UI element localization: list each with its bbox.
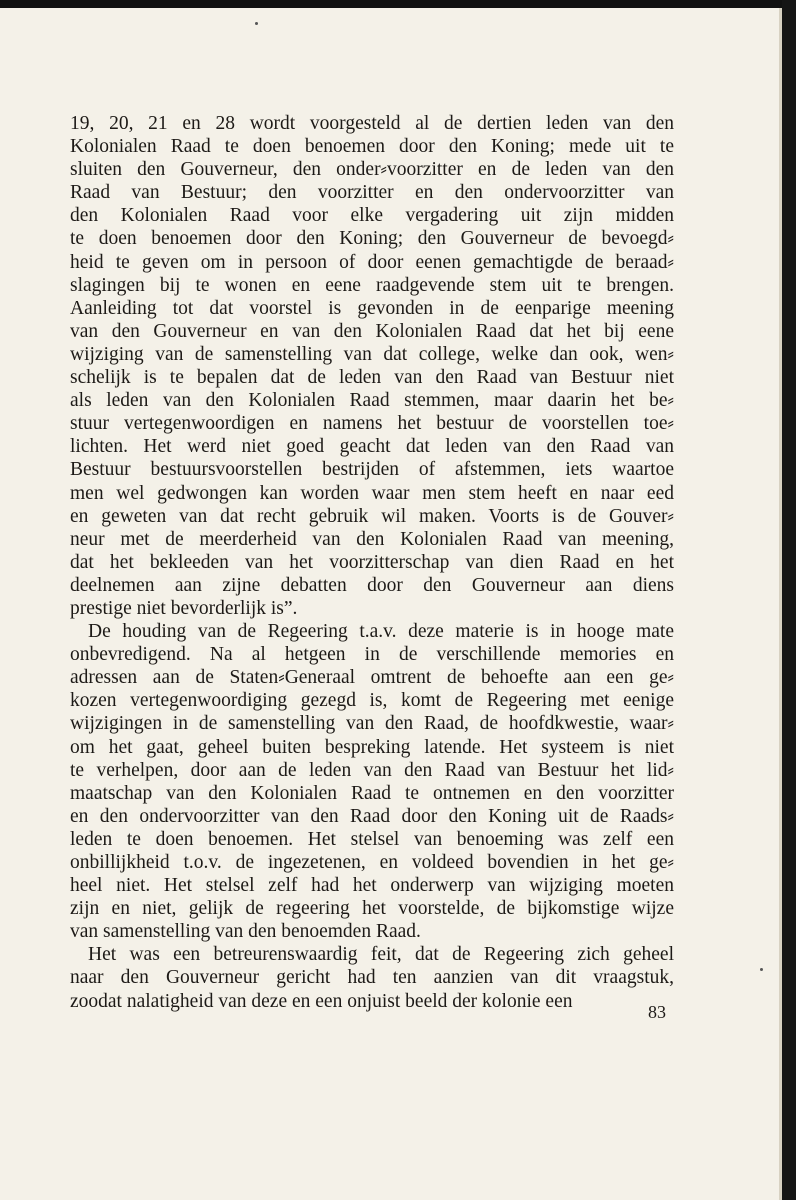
text-line: Bestuur bestuursvoorstellen bestrijden of afstemmen, iets waartoe xyxy=(70,459,674,481)
text-line: wijzigingen in de samenstelling van den Raad, de hoofdkwestie, waar⸗ xyxy=(70,713,674,735)
text-line: stuur vertegenwoordigen en namens het bestuur de voorstellen toe⸗ xyxy=(70,413,674,435)
text-line: heel niet. Het stelsel zelf had het onderwerp van wijziging moeten xyxy=(70,875,674,897)
page-body xyxy=(70,112,674,1013)
scan-right-border xyxy=(782,0,796,1200)
text-line: kozen vertegenwoordiging gezegd is, komt de Regeering met eenige xyxy=(70,690,674,712)
paragraph xyxy=(70,620,674,943)
text-line: wijziging van de samenstelling van dat college, welke dan ook, wen⸗ xyxy=(70,343,674,365)
text-line: als leden van den Kolonialen Raad stemmen, maar daarin het be⸗ xyxy=(70,390,674,412)
scan-top-border xyxy=(0,0,796,8)
text-line: zoodat nalatigheid van deze en een onjuist beeld der kolonie een xyxy=(70,990,573,1012)
text-line: den Kolonialen Raad voor elke vergadering uit zijn midden xyxy=(70,205,674,227)
text-line: en geweten van dat recht gebruik wil maken. Voorts is de Gouver⸗ xyxy=(70,505,674,527)
text-line: deelnemen aan zijne debatten door den Gouverneur aan diens xyxy=(70,574,674,596)
text-line: te verhelpen, door aan de leden van den Raad van Bestuur het lid⸗ xyxy=(70,759,674,781)
page-number: 83 xyxy=(648,1002,666,1022)
scan-speck xyxy=(760,968,763,971)
text-line: Aanleiding tot dat voorstel is gevonden in de eenparige meening xyxy=(70,297,674,319)
text-line: van samenstelling van den benoemden Raad. xyxy=(70,921,421,943)
text-line: De houding van de Regeering t.a.v. deze materie is in hooge mate xyxy=(88,621,674,643)
scan-speck xyxy=(255,22,258,25)
text-line: onbevredigend. Na al hetgeen in de verschillende memories en xyxy=(70,644,674,666)
text-line: Kolonialen Raad te doen benoemen door den Koning; mede uit te xyxy=(70,136,674,158)
text-line: onbillijkheid t.o.v. de ingezetenen, en voldeed bovendien in het ge⸗ xyxy=(70,852,674,873)
text-line: schelijk is te bepalen dat de leden van den Raad van Bestuur niet xyxy=(70,367,674,389)
text-line: slagingen bij te wonen en eene raadgevende stem uit te brengen. xyxy=(70,274,674,296)
text-line: dat het bekleeden van het voorzitterschap van dien Raad en het xyxy=(70,551,674,573)
text-line: leden te doen benoemen. Het stelsel van benoeming was zelf een xyxy=(70,828,674,850)
text-line: adressen aan de Staten⸗Generaal omtrent de behoefte aan een ge⸗ xyxy=(70,667,674,689)
text-line: maatschap van den Kolonialen Raad te ontnemen en den voorzitter xyxy=(70,782,674,804)
text-line: Het was een betreurenswaardig feit, dat de Regeering zich geheel xyxy=(88,944,674,966)
text-line: zijn en niet, gelijk de regeering het voorstelde, de bijkomstige wijze xyxy=(70,898,674,920)
text-line: sluiten den Gouverneur, den onder⸗voorzitter en de leden van den xyxy=(70,159,674,181)
text-line: men wel gedwongen kan worden waar men stem heeft en naar eed xyxy=(70,482,674,504)
paragraph xyxy=(70,943,674,1012)
text-line: prestige niet bevorderlijk is”. xyxy=(70,597,298,619)
text-line: van den Gouverneur en van den Kolonialen Raad dat het bij eene xyxy=(70,320,674,342)
text-line: om het gaat, geheel buiten bespreking latende. Het systeem is niet xyxy=(70,736,674,758)
text-line: te doen benoemen door den Koning; den Gouverneur de bevoegd⸗ xyxy=(70,228,674,250)
paragraph xyxy=(70,112,674,620)
text-line: neur met de meerderheid van den Kolonialen Raad van meening, xyxy=(70,528,674,550)
text-line: Raad van Bestuur; den voorzitter en den ondervoorzitter van xyxy=(70,182,674,204)
text-line: naar den Gouverneur gericht had ten aanzien van dit vraagstuk, xyxy=(70,967,674,989)
text-line: en den ondervoorzitter van den Raad door den Koning uit de Raads⸗ xyxy=(70,805,674,827)
text-line: heid te geven om in persoon of door eenen gemachtigde de beraad⸗ xyxy=(70,251,674,273)
text-line: lichten. Het werd niet goed geacht dat leden van den Raad van xyxy=(70,436,674,458)
text-line: 19, 20, 21 en 28 wordt voorgesteld al de dertien leden van den xyxy=(70,113,674,134)
